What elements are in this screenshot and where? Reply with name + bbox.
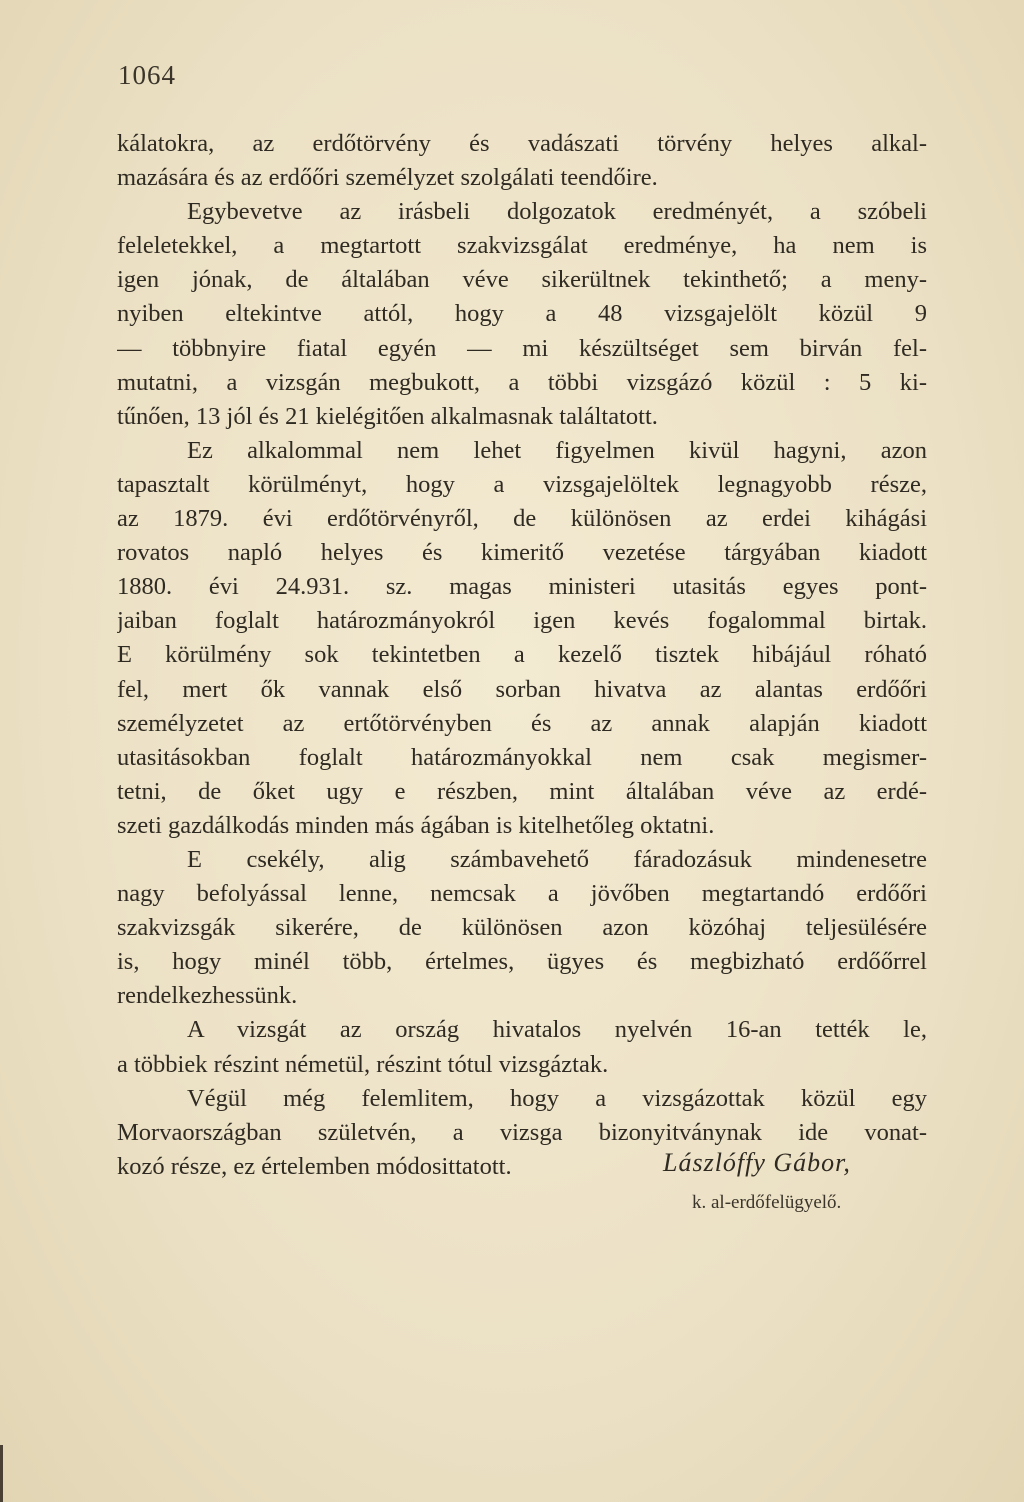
body-text xyxy=(117,127,927,1184)
text-line: nagy befolyással lenne, nemcsak a jövőben megtartandó erdőőri xyxy=(117,880,927,908)
author-signature: Lászlóffy Gábor, xyxy=(663,1148,851,1177)
text-line: E csekély, alig számbavehető fáradozásuk mindenesetre xyxy=(187,845,927,873)
author-title: k. al-erdőfelügyelő. xyxy=(692,1192,842,1213)
text-line: Ez alkalommal nem lehet figyelmen kivül hagyni, azon xyxy=(187,436,927,464)
text-line: szakvizsgák sikerére, de különösen azon közóhaj teljesülésére xyxy=(117,914,927,942)
text-line: is, hogy minél több, értelmes, ügyes és megbizható erdőőrrel xyxy=(117,948,927,976)
text-line: rendelkezhessünk. xyxy=(117,982,298,1010)
text-line: nyiben eltekintve attól, hogy a 48 vizsgajelölt közül 9 xyxy=(117,300,927,328)
text-line: Egybevetve az irásbeli dolgozatok eredményét, a szóbeli xyxy=(187,198,927,226)
text-line: mazására és az erdőőri személyzet szolgálati teendőire. xyxy=(117,164,658,192)
text-line: — többnyire fiatal egyén — mi készültséget sem birván fel- xyxy=(117,334,927,362)
text-line: E körülmény sok tekintetben a kezelő tisztek hibájául róható xyxy=(117,641,927,669)
text-line: tetni, de őket ugy e részben, mint általában véve az erdé- xyxy=(117,777,927,805)
text-line: tapasztalt körülményt, hogy a vizsgajelöltek legnagyobb része, xyxy=(117,470,927,498)
text-line: fel, mert ők vannak első sorban hivatva az alantas erdőőri xyxy=(117,675,927,703)
text-line: az 1879. évi erdőtörvényről, de különösen az erdei kihágási xyxy=(117,505,927,533)
text-line: mutatni, a vizsgán megbukott, a többi vizsgázó közül : 5 ki- xyxy=(117,368,927,396)
text-line: 1880. évi 24.931. sz. magas ministeri utasitás egyes pont- xyxy=(117,573,927,601)
text-line: A vizsgát az ország hivatalos nyelvén 16-an tették le, xyxy=(187,1016,927,1044)
text-line: szeti gazdálkodás minden más ágában is kitelhetőleg oktatni. xyxy=(117,811,715,839)
text-line: tűnően, 13 jól és 21 kielégitően alkalmasnak találtatott. xyxy=(117,402,658,430)
text-line: rovatos napló helyes és kimeritő vezetése tárgyában kiadott xyxy=(117,539,927,567)
text-line: feleletekkel, a megtartott szakvizsgálat eredménye, ha nem is xyxy=(117,232,927,260)
page-edge-mark xyxy=(0,1445,17,1502)
text-line: jaiban foglalt határozmányokról igen kevés fogalommal birtak. xyxy=(117,607,927,635)
text-line: Végül még felemlitem, hogy a vizsgázottak közül egy xyxy=(187,1084,927,1112)
text-line: utasitásokban foglalt határozmányokkal nem csak megismer- xyxy=(117,743,927,771)
text-line: kozó része, ez értelemben módosittatott. xyxy=(117,1152,512,1180)
text-line: Morvaországban születvén, a vizsga bizonyitványnak ide vonat- xyxy=(117,1118,927,1146)
text-line: a többiek részint németül, részint tótul vizsgáztak. xyxy=(117,1050,609,1078)
text-line: kálatokra, az erdőtörvény és vadászati törvény helyes alkal- xyxy=(117,130,927,157)
page-number: 1064 xyxy=(118,60,176,90)
text-line: igen jónak, de általában véve sikerültnek tekinthető; a meny- xyxy=(117,266,927,294)
text-line: személyzetet az ertőtörvényben és az annak alapján kiadott xyxy=(117,709,927,737)
